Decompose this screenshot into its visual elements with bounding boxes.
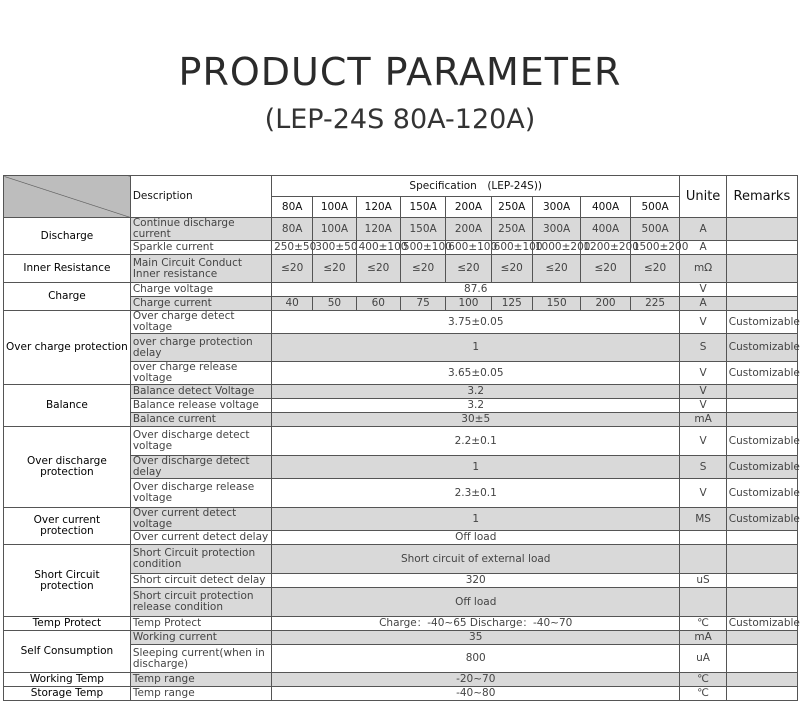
header-amp-cell: 120A — [356, 197, 400, 218]
remarks-cell — [726, 673, 797, 687]
unit-cell: A — [680, 241, 726, 255]
row-description: Short circuit protection release condition — [130, 588, 271, 617]
value-cell: 150 — [532, 297, 580, 311]
table-row — [4, 283, 798, 297]
header-amp-cell: 300A — [532, 197, 580, 218]
value-cell: Off load — [272, 531, 680, 545]
header-amp-cell: 150A — [400, 197, 445, 218]
row-description: Balance detect Voltage — [130, 385, 271, 399]
value-cell: Charge：-40~65 Discharge：-40~70 — [272, 617, 680, 631]
value-cell: 50 — [313, 297, 356, 311]
unit-cell: A — [680, 297, 726, 311]
category-balance: Balance — [4, 385, 131, 427]
remarks-cell — [726, 218, 797, 241]
category-temp-protect: Temp Protect — [4, 617, 131, 631]
unit-cell: mA — [680, 413, 726, 427]
value-cell: 400A — [581, 218, 630, 241]
value-cell: 3.2 — [272, 399, 680, 413]
row-description: Short circuit detect delay — [130, 574, 271, 588]
value-cell: 300±50 — [313, 241, 356, 255]
header-amp-cell: 200A — [446, 197, 491, 218]
page-subtitle: (LEP-24S 80A-120A) — [264, 104, 536, 135]
page-title: PRODUCT PARAMETER — [178, 50, 622, 94]
table-row — [4, 673, 798, 687]
value-cell: 200 — [581, 297, 630, 311]
header-amp-cell: 100A — [313, 197, 356, 218]
unit-cell: V — [680, 479, 726, 508]
row-description: Temp Protect — [130, 617, 271, 631]
value-cell: 75 — [400, 297, 445, 311]
unit-cell: V — [680, 399, 726, 413]
unit-cell: V — [680, 283, 726, 297]
remarks-cell: Customizable — [726, 617, 797, 631]
header-description: Description — [130, 176, 271, 218]
row-description: Over discharge detect delay — [130, 456, 271, 479]
unit-cell — [680, 588, 726, 617]
table-row — [4, 508, 798, 531]
value-cell: -40~80 — [272, 687, 680, 701]
value-cell: 100 — [446, 297, 491, 311]
value-cell: 100A — [313, 218, 356, 241]
title-area — [0, 0, 800, 175]
unit-cell: ℃ — [680, 687, 726, 701]
row-description: Over discharge release voltage — [130, 479, 271, 508]
remarks-cell — [726, 297, 797, 311]
value-cell: 800 — [272, 645, 680, 673]
remarks-cell — [726, 399, 797, 413]
header-unite: Unite — [680, 176, 726, 218]
category-discharge: Discharge — [4, 218, 131, 255]
value-cell: 1200±200 — [581, 241, 630, 255]
unit-cell: MS — [680, 508, 726, 531]
table-row — [4, 687, 798, 701]
table-row — [4, 385, 798, 399]
value-cell: 225 — [630, 297, 680, 311]
value-cell: ≤20 — [446, 255, 491, 283]
table-row — [4, 617, 798, 631]
value-cell: 500±100 — [400, 241, 445, 255]
remarks-cell — [726, 385, 797, 399]
row-description: over charge protection delay — [130, 334, 271, 362]
remarks-cell — [726, 574, 797, 588]
value-cell: 30±5 — [272, 413, 680, 427]
remarks-cell — [726, 588, 797, 617]
row-description: Sparkle current — [130, 241, 271, 255]
row-description: Over charge detect voltage — [130, 311, 271, 334]
value-cell: 40 — [272, 297, 313, 311]
row-description: Charge voltage — [130, 283, 271, 297]
table-row — [4, 311, 798, 334]
remarks-cell — [726, 413, 797, 427]
unit-cell: A — [680, 218, 726, 241]
value-cell: 600±100 — [491, 241, 532, 255]
value-cell: ≤20 — [630, 255, 680, 283]
value-cell: 87.6 — [272, 283, 680, 297]
remarks-cell — [726, 631, 797, 645]
value-cell: 3.2 — [272, 385, 680, 399]
remarks-cell — [726, 645, 797, 673]
header-amp-cell: 400A — [581, 197, 630, 218]
category-inner-resistance: Inner Resistance — [4, 255, 131, 283]
category-short-circuit: Short Circuit protection — [4, 545, 131, 617]
row-description: over charge release voltage — [130, 362, 271, 385]
category-over-discharge: Over discharge protection — [4, 427, 131, 508]
value-cell: 1000±200 — [532, 241, 580, 255]
table-row — [4, 631, 798, 645]
remarks-cell: Customizable — [726, 362, 797, 385]
row-description: Working current — [130, 631, 271, 645]
value-cell: 320 — [272, 574, 680, 588]
unit-cell: V — [680, 362, 726, 385]
value-cell: 600±100 — [446, 241, 491, 255]
value-cell: ≤20 — [491, 255, 532, 283]
unit-cell: mΩ — [680, 255, 726, 283]
value-cell: 1 — [272, 508, 680, 531]
remarks-cell — [726, 283, 797, 297]
row-description: Over discharge detect voltage — [130, 427, 271, 456]
row-description: Over current detect delay — [130, 531, 271, 545]
value-cell: 80A — [272, 218, 313, 241]
category-over-charge: Over charge protection — [4, 311, 131, 385]
unit-cell — [680, 531, 726, 545]
category-charge: Charge — [4, 283, 131, 311]
table-row — [4, 427, 798, 456]
header-specification: Specification (LEP-24S)) — [272, 176, 680, 197]
parameter-table — [3, 175, 798, 701]
value-cell: 3.65±0.05 — [272, 362, 680, 385]
value-cell: 1 — [272, 456, 680, 479]
value-cell: 1 — [272, 334, 680, 362]
value-cell: Off load — [272, 588, 680, 617]
value-cell: 125 — [491, 297, 532, 311]
value-cell: 120A — [356, 218, 400, 241]
row-description: Sleeping current(when in discharge) — [130, 645, 271, 673]
value-cell: 2.2±0.1 — [272, 427, 680, 456]
value-cell: -20~70 — [272, 673, 680, 687]
value-cell: ≤20 — [400, 255, 445, 283]
value-cell: Short circuit of external load — [272, 545, 680, 574]
row-description: Over current detect voltage — [130, 508, 271, 531]
category-working-temp: Working Temp — [4, 673, 131, 687]
value-cell: 300A — [532, 218, 580, 241]
unit-cell: V — [680, 311, 726, 334]
unit-cell: V — [680, 427, 726, 456]
unit-cell: V — [680, 385, 726, 399]
remarks-cell: Customizable — [726, 311, 797, 334]
remarks-cell — [726, 687, 797, 701]
unit-cell: ℃ — [680, 617, 726, 631]
header-amp-cell: 80A — [272, 197, 313, 218]
value-cell: 400±100 — [356, 241, 400, 255]
row-description: Balance release voltage — [130, 399, 271, 413]
table-row — [4, 218, 798, 241]
unit-cell: S — [680, 456, 726, 479]
value-cell: 250A — [491, 218, 532, 241]
remarks-cell: Customizable — [726, 479, 797, 508]
row-description: Temp range — [130, 687, 271, 701]
value-cell: 150A — [400, 218, 445, 241]
value-cell: ≤20 — [581, 255, 630, 283]
row-description: Temp range — [130, 673, 271, 687]
category-storage-temp: Storage Temp — [4, 687, 131, 701]
value-cell: 250±50 — [272, 241, 313, 255]
remarks-cell — [726, 241, 797, 255]
value-cell: 2.3±0.1 — [272, 479, 680, 508]
unit-cell: uS — [680, 574, 726, 588]
unit-cell: mA — [680, 631, 726, 645]
header-remarks: Remarks — [726, 176, 797, 218]
value-cell: 200A — [446, 218, 491, 241]
unit-cell: uA — [680, 645, 726, 673]
value-cell: 35 — [272, 631, 680, 645]
value-cell: ≤20 — [532, 255, 580, 283]
header-amp-cell: 250A — [491, 197, 532, 218]
header-amp-cell: 500A — [630, 197, 680, 218]
row-description: Charge current — [130, 297, 271, 311]
category-self-consumption: Self Consumption — [4, 631, 131, 673]
value-cell: 60 — [356, 297, 400, 311]
value-cell: ≤20 — [356, 255, 400, 283]
value-cell: 500A — [630, 218, 680, 241]
value-cell: ≤20 — [313, 255, 356, 283]
remarks-cell: Customizable — [726, 334, 797, 362]
row-description: Short Circuit protection condition — [130, 545, 271, 574]
table-row — [4, 545, 798, 574]
remarks-cell — [726, 531, 797, 545]
unit-cell: ℃ — [680, 673, 726, 687]
unit-cell — [680, 545, 726, 574]
remarks-cell: Customizable — [726, 508, 797, 531]
header-corner-cell — [4, 176, 131, 218]
unit-cell: S — [680, 334, 726, 362]
row-description: Balance current — [130, 413, 271, 427]
remarks-cell — [726, 255, 797, 283]
value-cell: 1500±200 — [630, 241, 680, 255]
remarks-cell: Customizable — [726, 456, 797, 479]
row-description: Continue discharge current — [130, 218, 271, 241]
row-description: Main Circuit Conduct Inner resistance — [130, 255, 271, 283]
table-row — [4, 255, 798, 283]
category-over-current: Over current protection — [4, 508, 131, 545]
remarks-cell — [726, 545, 797, 574]
value-cell: 3.75±0.05 — [272, 311, 680, 334]
value-cell: ≤20 — [272, 255, 313, 283]
remarks-cell: Customizable — [726, 427, 797, 456]
